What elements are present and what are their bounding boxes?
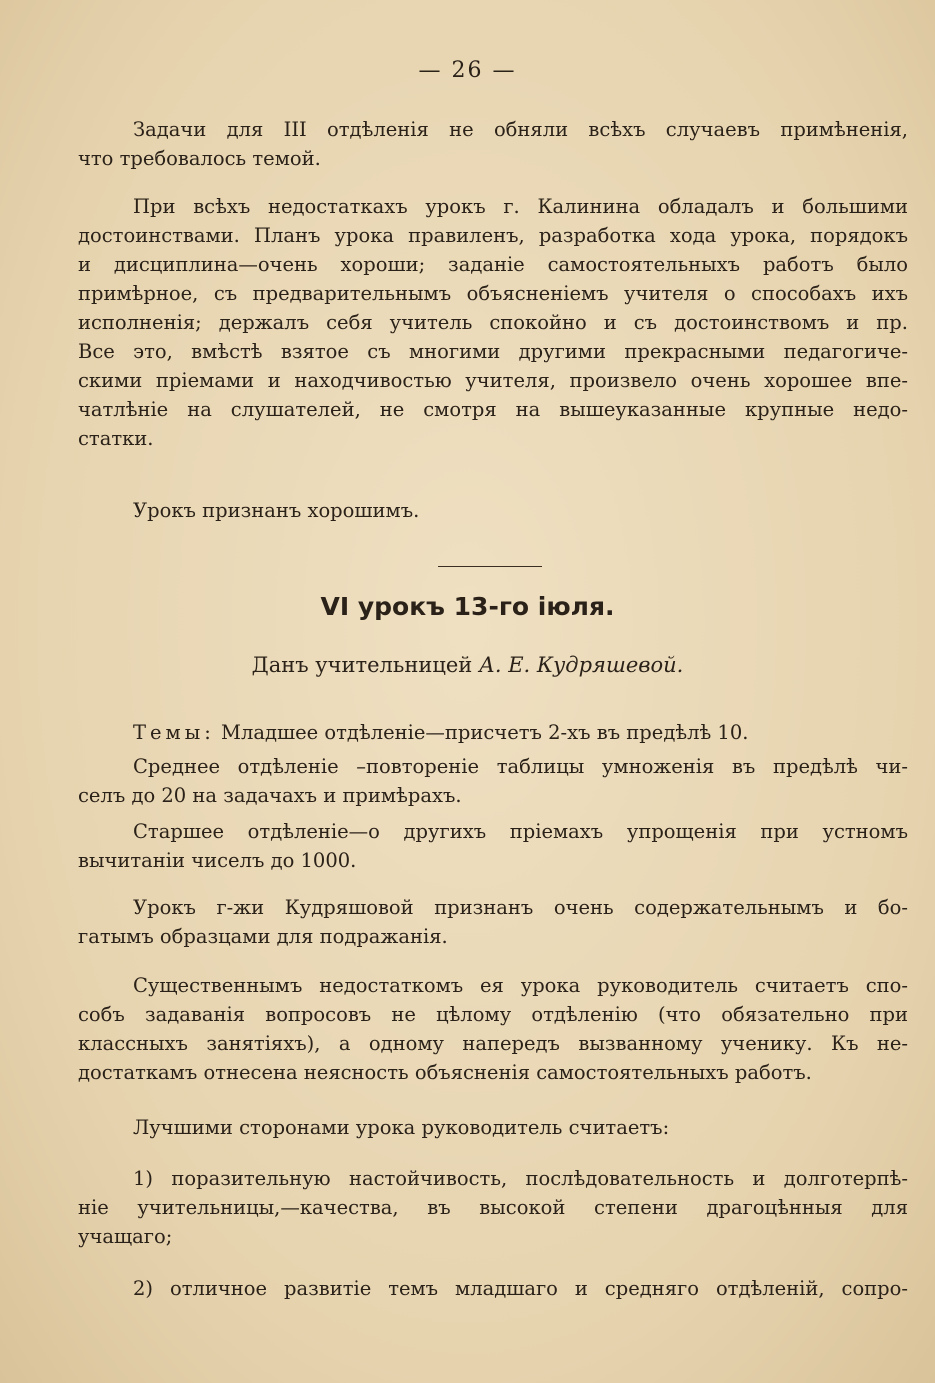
text-line: примѣрное, съ предварительнымъ объясненіемъ учителя о способахъ ихъ <box>78 282 908 305</box>
text-line: Урокъ признанъ хорошимъ. <box>133 499 420 522</box>
text-line: селъ до 20 на задачахъ и примѣрахъ. <box>78 784 462 807</box>
text-line: Задачи для III отдѣленія не обняли всѣхъ случаевъ примѣненія, <box>133 118 908 141</box>
text-line: статки. <box>78 427 154 450</box>
paragraph-10 <box>78 1164 908 1251</box>
text-line: Среднее отдѣленіе –повтореніе таблицы умноженія въ предѣлѣ чи- <box>133 755 908 778</box>
section-subheading <box>0 653 935 677</box>
text-line: гатымъ образцами для подражанія. <box>78 925 448 948</box>
text-line: Лучшими сторонами урока руководитель считаетъ: <box>133 1116 670 1139</box>
paragraph-9 <box>78 1113 908 1142</box>
text-line: исполненія; держалъ себя учитель спокойно и съ достоинствомъ и пр. <box>78 311 908 334</box>
paragraph-2 <box>78 192 908 453</box>
text-line: 2) отличное развитіе темъ младшаго и средняго отдѣленій, сопро- <box>133 1277 908 1300</box>
text-line: скими пріемами и находчивостью учителя, произвело очень хорошее впе- <box>78 369 908 392</box>
text-line: учащаго; <box>78 1225 173 1248</box>
text-line: Урокъ г-жи Кудряшовой признанъ очень содержательнымъ и бо- <box>133 896 908 919</box>
text-line: достаткамъ отнесена неясность объясненія самостоятельныхъ работъ. <box>78 1061 812 1084</box>
text-line: вычитаніи чиселъ до 1000. <box>78 849 357 872</box>
subheading-prefix: Данъ учительницей <box>251 653 473 677</box>
paragraph-11 <box>78 1274 908 1303</box>
text-line: 1) поразительную настойчивость, послѣдовательность и долготерпѣ- <box>133 1167 908 1190</box>
text-line: что требовалось темой. <box>78 147 321 170</box>
section-heading: VI урокъ 13-го іюля. <box>320 592 615 621</box>
teacher-name: А. Е. Кудряшевой. <box>478 653 684 677</box>
text-line: Все это, вмѣстѣ взятое съ многими другими прекрасными педагогиче- <box>78 340 908 363</box>
themes-label: Темы: <box>133 721 215 744</box>
text-line <box>78 718 908 747</box>
paragraph-7 <box>78 893 908 951</box>
themes-text: Младшее отдѣленіе—присчетъ 2-хъ въ предѣлѣ 10. <box>221 721 749 744</box>
text-line: классныхъ занятіяхъ), а одному напередъ вызванному ученику. Къ не- <box>78 1032 908 1055</box>
text-line: достоинствами. Планъ урока правиленъ, разработка хода урока, порядокъ <box>78 224 908 247</box>
paragraph-1 <box>78 115 908 173</box>
text-line: и дисциплина—очень хороши; заданіе самостоятельныхъ работъ было <box>78 253 908 276</box>
page-number: — 26 — <box>418 58 517 83</box>
paragraph-8 <box>78 971 908 1087</box>
text-line: ніе учительницы,—качества, въ высокой степени драгоцѣнныя для <box>78 1196 908 1219</box>
paragraph-5 <box>78 752 908 810</box>
text-line: Существеннымъ недостаткомъ ея урока руководитель считаетъ спо- <box>133 974 908 997</box>
paragraph-3 <box>78 496 908 525</box>
section-divider <box>438 566 542 567</box>
paragraph-themes <box>78 718 908 747</box>
text-line: Старшее отдѣленіе—о другихъ пріемахъ упрощенія при устномъ <box>133 820 908 843</box>
text-line: При всѣхъ недостаткахъ урокъ г. Калинина обладалъ и большими <box>133 195 908 218</box>
text-line: чатлѣніе на слушателей, не смотря на вышеуказанные крупные недо- <box>78 398 908 421</box>
text-line: собъ задаванія вопросовъ не цѣлому отдѣленію (что обязательно при <box>78 1003 908 1026</box>
paragraph-6 <box>78 817 908 875</box>
